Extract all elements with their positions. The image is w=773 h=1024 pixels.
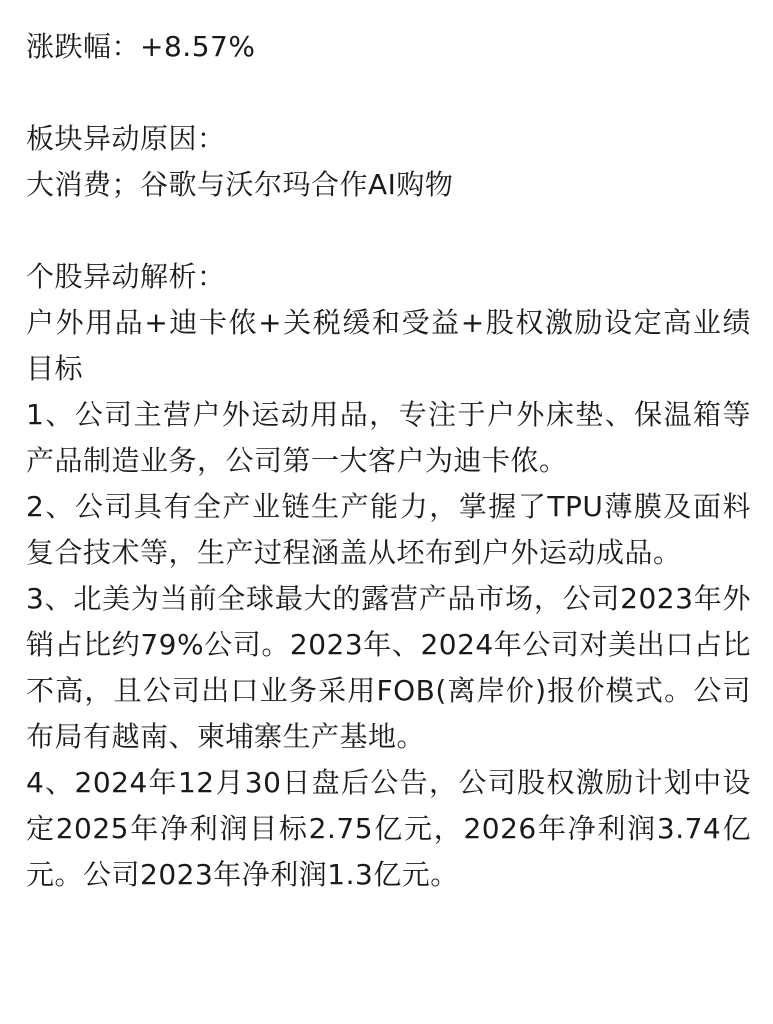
analysis-point-3: 3、北美为当前全球最大的露营产品市场，公司2023年外销占比约79%公司。2023年、2024年公司对美出口占比不高，且公司出口业务采用FOB(离岸价)报价模式。公司布局有越南、柬埔寨生产基地。	[26, 582, 751, 753]
stock-analysis-summary: 户外用品+迪卡侬+关税缓和受益+股权激励设定高业绩目标	[26, 306, 751, 385]
analysis-point-2: 2、公司具有全产业链生产能力，掌握了TPU薄膜及面料复合技术等，生产过程涵盖从坯布到户外运动成品。	[26, 490, 751, 569]
sector-reason-heading: 板块异动原因：	[26, 122, 226, 155]
stock-analysis-heading: 个股异动解析：	[26, 260, 226, 293]
sector-reason-text: 大消费；谷歌与沃尔玛合作AI购物	[26, 168, 454, 201]
analysis-point-4: 4、2024年12月30日盘后公告，公司股权激励计划中设定2025年净利润目标2.75亿元，2026年净利润3.74亿元。公司2023年净利润1.3亿元。	[26, 766, 751, 891]
spacer	[26, 70, 751, 116]
analysis-point-1: 1、公司主营户外运动用品，专注于户外床垫、保温箱等产品制造业务，公司第一大客户为迪卡侬。	[26, 398, 751, 477]
change-row	[26, 24, 751, 70]
spacer	[26, 208, 751, 254]
change-value: +8.57%	[140, 30, 256, 63]
article-body	[26, 24, 751, 898]
change-label: 涨跌幅：	[26, 30, 141, 63]
